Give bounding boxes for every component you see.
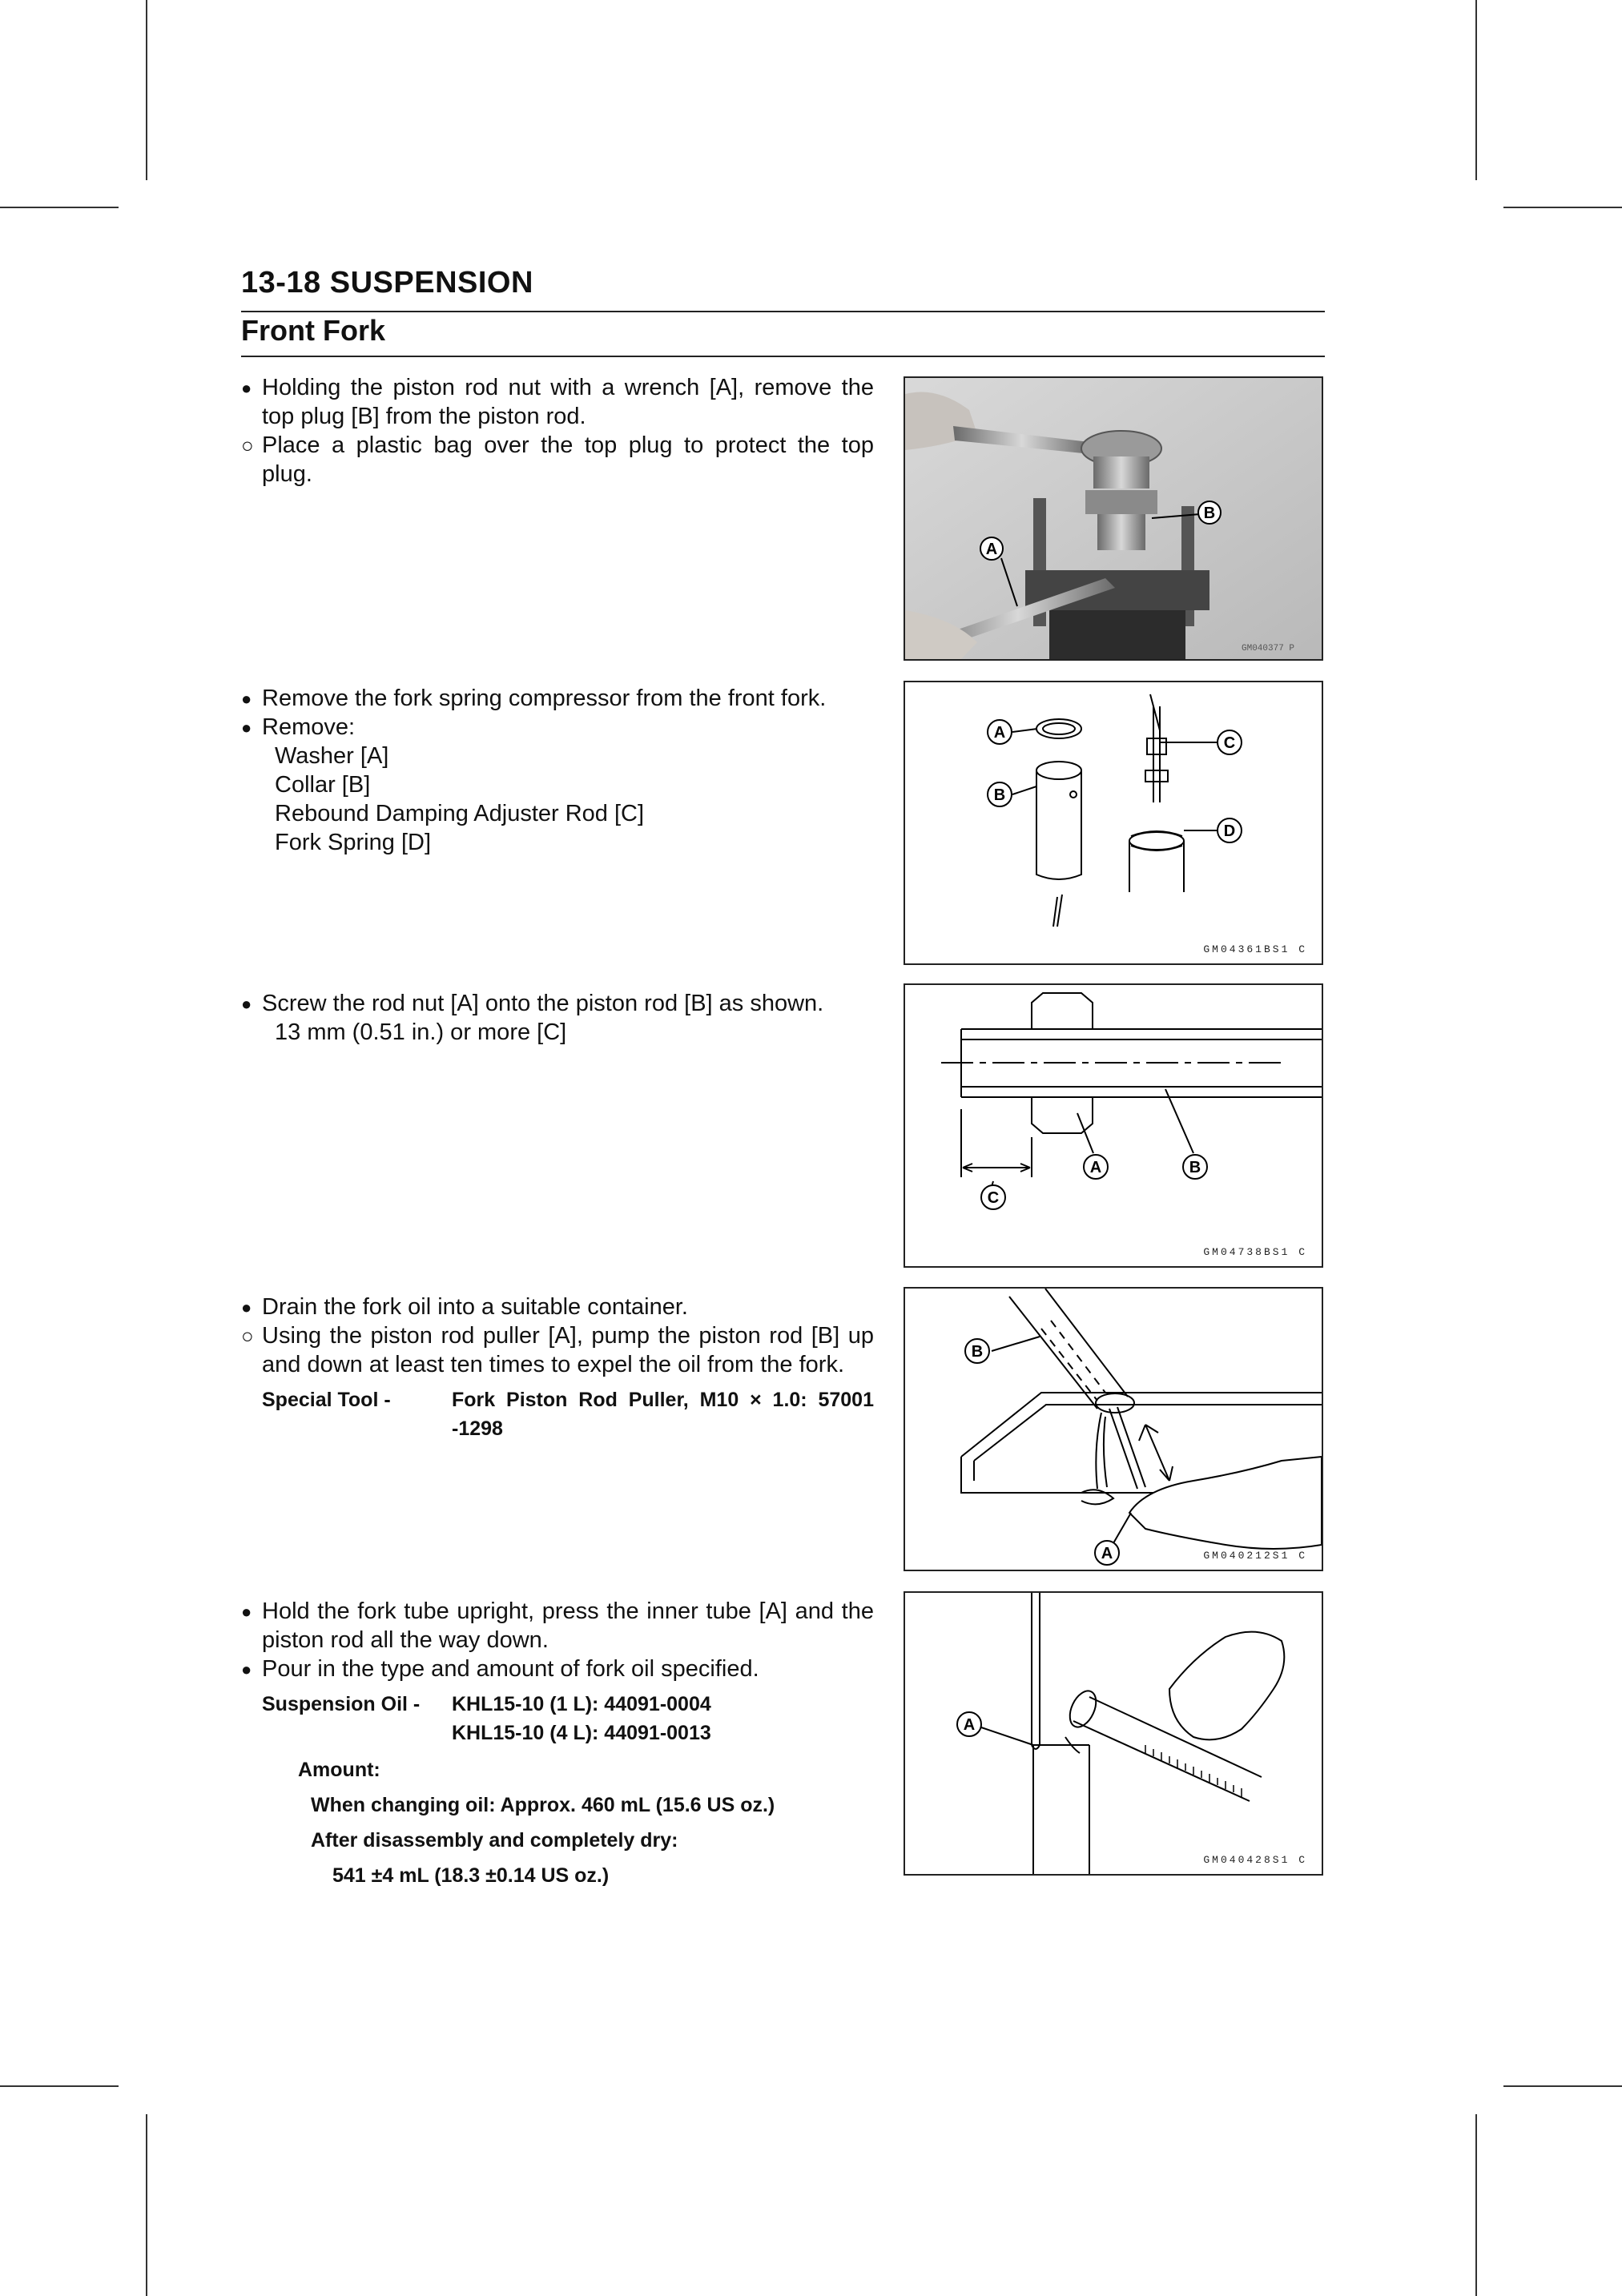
list-item: Fork Spring [D] (275, 830, 431, 855)
crop-mark (146, 2114, 147, 2296)
circle-bullet-icon: ○ (241, 1324, 254, 1348)
page-title: 13-18 SUSPENSION (241, 266, 533, 300)
step-1-text (241, 373, 874, 489)
bullet-text: Remove the fork spring compressor from the front fork. (262, 686, 827, 711)
step-2-text (241, 684, 874, 857)
bullet-text: Hold the fork tube upright, press the inner tube [A] and the piston rod all the way down. (262, 1598, 874, 1653)
step-5-text (241, 1597, 874, 1893)
section-rule (241, 356, 1325, 357)
rod-nut-diagram (905, 985, 1322, 1266)
callout-label: A (1089, 1159, 1102, 1176)
bullet-item (241, 684, 874, 713)
spec-value: KHL15-10 (4 L): 44091-0013 (452, 1722, 711, 1744)
list-item: Washer [A] (275, 743, 389, 769)
bullet-icon: ● (241, 1602, 252, 1622)
callout-label: A (985, 541, 998, 558)
figure-2-diagram (904, 681, 1323, 965)
callout-label: A (993, 724, 1006, 742)
callout-label: D (1223, 822, 1236, 840)
suspension-oil-spec (241, 1690, 874, 1747)
crop-mark (1503, 2085, 1622, 2087)
bullet-item (241, 1293, 874, 1321)
header-rule (241, 311, 1325, 312)
figure-4-diagram (904, 1287, 1323, 1571)
drain-oil-diagram (905, 1289, 1322, 1570)
spec-value: KHL15-10 (1 L): 44091-0004 (452, 1693, 711, 1715)
special-tool-spec (241, 1385, 874, 1443)
figure-code: GM040212S1 C (1203, 1550, 1307, 1562)
pour-oil-diagram (905, 1593, 1322, 1874)
bullet-icon: ● (241, 378, 252, 398)
note-item (241, 431, 874, 489)
callout-label: A (1101, 1545, 1113, 1562)
figure-code: GM04361BS1 C (1203, 943, 1307, 955)
figure-1-photo (904, 376, 1323, 661)
circle-bullet-icon: ○ (241, 433, 254, 457)
section-title: Front Fork (241, 314, 385, 347)
spec-label: Special Tool - (262, 1389, 391, 1411)
callout-label: A (963, 1716, 976, 1734)
bullet-icon: ● (241, 1297, 252, 1317)
bullet-text: Remove: (262, 714, 356, 740)
callout-label: B (993, 786, 1006, 804)
callout-label: C (987, 1189, 1000, 1207)
bullet-icon: ● (241, 689, 252, 709)
figure-code: GM040377 P (1242, 644, 1295, 653)
crop-mark (0, 207, 119, 208)
crop-mark (146, 0, 147, 180)
bullet-text: Drain the fork oil into a suitable container. (262, 1294, 688, 1320)
bullet-icon: ● (241, 1659, 252, 1679)
spec-label: Suspension Oil - (262, 1693, 421, 1715)
callout-label: B (971, 1343, 984, 1361)
spec-value: Fork Piston Rod Puller, M10 × 1.0: 57001 (452, 1389, 874, 1411)
bullet-text: Holding the piston rod nut with a wrench [A], remove the top plug [B] from the piston rod. (262, 375, 874, 429)
callout-label: B (1189, 1159, 1201, 1176)
crop-mark (0, 2085, 119, 2087)
step-4-text (241, 1293, 874, 1443)
amount-dry-label: After disassembly and completely dry: (311, 1829, 678, 1852)
figure-5-diagram (904, 1591, 1323, 1876)
crop-mark (1475, 0, 1477, 180)
amount-dry-value: 541 ±4 mL (18.3 ±0.14 US oz.) (332, 1864, 610, 1887)
fork-top-plug-photo (905, 378, 1322, 659)
bullet-icon: ● (241, 994, 252, 1014)
note-text: Using the piston rod puller [A], pump the piston rod [B] up and down at least ten times to expel the oil from the fork. (262, 1323, 874, 1377)
bullet-item (241, 1655, 874, 1683)
amount-label: Amount: (298, 1759, 380, 1781)
spec-value-cont: -1298 (452, 1417, 503, 1440)
note-text: Place a plastic bag over the top plug to protect the top plug. (262, 432, 874, 487)
figure-3-diagram (904, 983, 1323, 1268)
bullet-text: Screw the rod nut [A] onto the piston rod [B] as shown. (262, 991, 824, 1016)
amount-changing: When changing oil: Approx. 460 mL (15.6 US oz.) (311, 1794, 775, 1816)
bullet-item (241, 373, 874, 431)
fork-parts-diagram (905, 682, 1322, 963)
list-item: Rebound Damping Adjuster Rod [C] (275, 801, 645, 826)
bullet-item (241, 989, 874, 1018)
callout-label: B (1203, 505, 1216, 522)
bullet-item (241, 713, 874, 742)
bullet-icon: ● (241, 718, 252, 738)
indent-text: 13 mm (0.51 in.) or more [C] (275, 1019, 567, 1045)
step-3-text (241, 989, 874, 1047)
callout-label: C (1223, 734, 1236, 752)
figure-code: GM04738BS1 C (1203, 1246, 1307, 1258)
note-item (241, 1321, 874, 1379)
bullet-item (241, 1597, 874, 1655)
crop-mark (1503, 207, 1622, 208)
crop-mark (1475, 2114, 1477, 2296)
bullet-text: Pour in the type and amount of fork oil specified. (262, 1656, 759, 1682)
figure-code: GM040428S1 C (1203, 1854, 1307, 1866)
list-item: Collar [B] (275, 772, 371, 798)
